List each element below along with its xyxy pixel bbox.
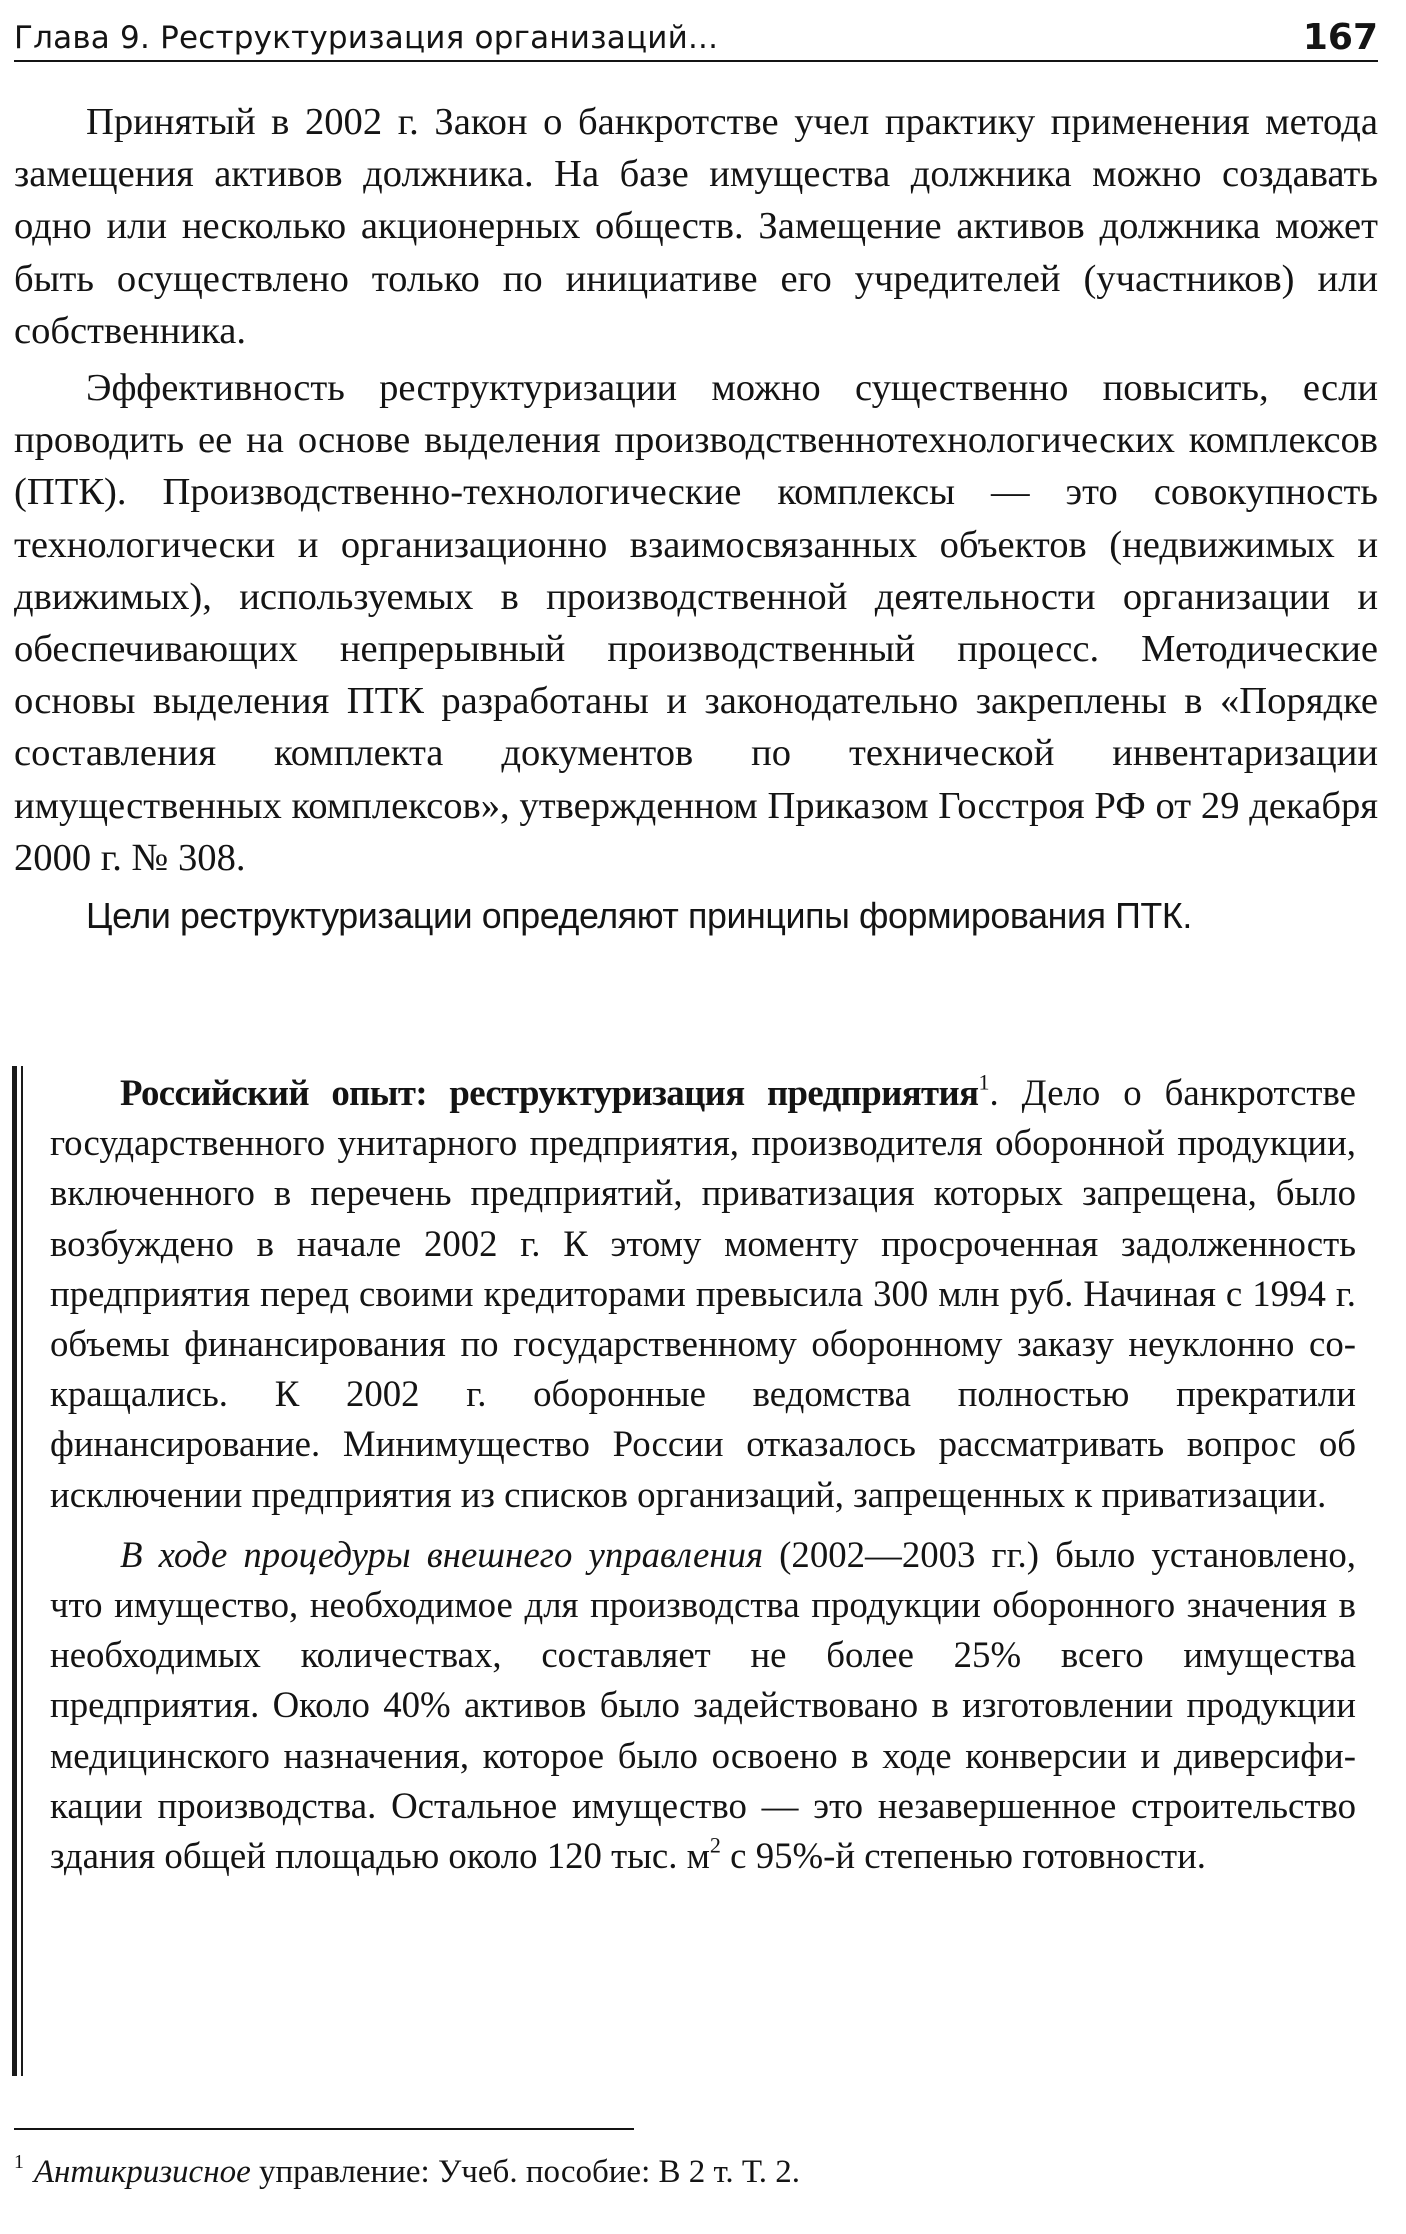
- case-paragraph-2-lead: В ходе процедуры внешнего управления: [120, 1533, 764, 1575]
- footnote-separator: [14, 2128, 634, 2130]
- case-box-rule: [12, 1066, 17, 2076]
- superscript-square: 2: [709, 1832, 721, 1858]
- paragraph-restructuring-goals: Цели реструктуризации определяют принципы формирования ПТК.: [86, 896, 1192, 937]
- case-paragraph-2-tail: с 95%-й степенью готовности.: [720, 1835, 1206, 1877]
- footnote: [14, 2150, 1378, 2194]
- case-paragraph-2: [50, 1530, 1356, 1881]
- running-head: [14, 4, 1378, 62]
- footnote-mark: 1: [14, 2151, 24, 2174]
- case-study-title: Российский опыт: реструктуризация предприятия: [120, 1072, 979, 1113]
- case-box-rule-inner: [21, 1066, 23, 2076]
- case-paragraph-1: [50, 1068, 1356, 1520]
- footnote-italic-title: Антикризисное: [33, 2154, 251, 2190]
- footnote-text: управление: Учеб. пособие: В 2 т. Т. 2.: [250, 2154, 801, 2190]
- case-study-content: [50, 1068, 1356, 1881]
- chapter-title: Глава 9. Реструктуризация организаций...: [14, 20, 719, 56]
- case-study-box: [12, 1066, 1356, 2076]
- paragraph-replacement-of-assets: Принятый в 2002 г. Закон о банкротстве учел практику применения метода замещения активов должника. На базе имущества должника можно создавать одно или несколько акционерных обществ. Замещение активов должника может быть осуществлено только по инициативе его учредителей (участников) или собственника.: [14, 101, 1378, 352]
- main-text: [14, 96, 1378, 942]
- case-paragraph-1-text: . Дело о банкротстве государственного унитарного предприятия, производителя оборонной продукции, включенного в перечень предприятий, приватизация которых запрещена, было возбуждено в начале 2002 г. К этому моменту просроченная задолженность предприятия перед своими кредиторами превысила 300 млн руб. Начиная с 1994 г. объемы финансирования по государственному оборонному заказу неуклонно сокращались. К 2002 г. оборонные ведомства полностью прекратили финансирование. Минимущество России отказалось рассматривать вопрос об исключении предприятия из списков организаций, запрещенных к приватизации.: [50, 1072, 1356, 1515]
- page-number: 167: [1302, 17, 1378, 58]
- footnote-reference: 1: [978, 1069, 990, 1095]
- case-paragraph-2-text: (2002—2003 гг.) было установлено, что имущество, необходимое для производства продукции оборонного значения в необходимых количествах, составляет не более 25% всего имущества предприятия. Около 40% активов было задействовано в изготовлении продукции медицинского назначения, которое было освоено в ходе конверсии и диверсификации производства. Остальное имущество — это незавершенное строительство здания общей площадью около 120 тыс. м: [50, 1533, 1356, 1877]
- paragraph-production-complexes: Эффективность реструктуризации можно существенно повысить, если проводить ее на основе выделения производственнотехнологических комплексов (ПТК). Производственно-технологические комплексы — это совокупность технологически и организационно взаимосвязанных объектов (недвижимых и движимых), используемых в производственной деятельности организации и обеспечивающих непрерывный производственный процесс. Методические основы выделения ПТК разработаны и законодательно закреплены в «Порядке составления комплекта документов по технической инвентаризации имущественных комплексов», утвержденном Приказом Госстроя РФ от 29 декабря 2000 г. № 308.: [14, 367, 1378, 879]
